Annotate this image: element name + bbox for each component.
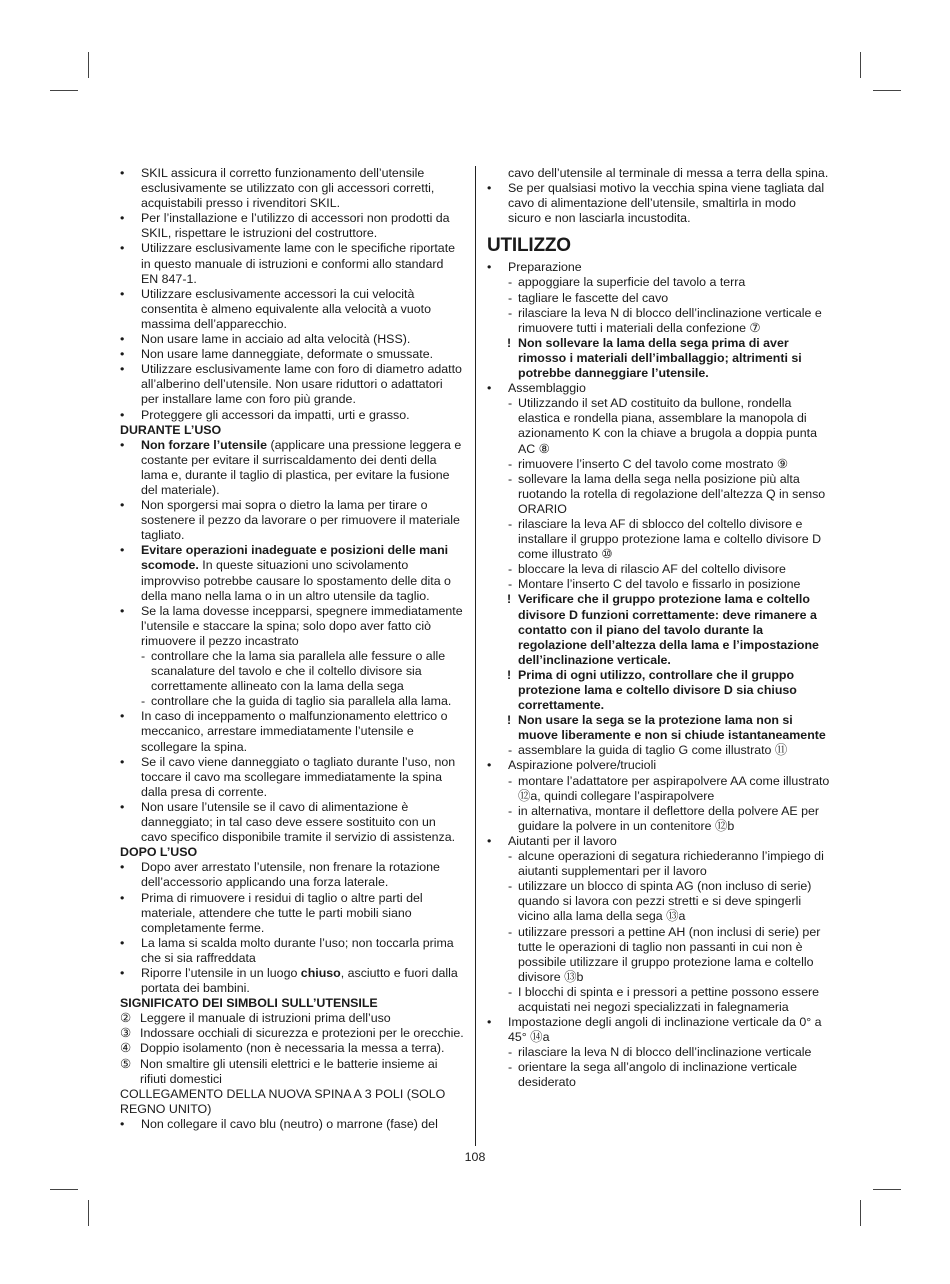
section-heading: COLLEGAMENTO DELLA NUOVA SPINA A 3 POLI (SOLO REGNO UNITO) xyxy=(120,1086,446,1116)
crop-mark xyxy=(873,1189,901,1190)
warning: ! Non usare la sega se la protezione lama non si muove liberamente e non si chiude istantaneamente xyxy=(487,713,832,743)
list-item: • Se la lama dovesse incepparsi, spegnere immediatamente l’utensile e staccare la spina; solo dopo aver fatto ciò rimuovere il pezzo incastrato xyxy=(120,604,464,649)
text: , asciutto e fuori dalla portata dei bambini. xyxy=(141,965,458,996)
crop-mark xyxy=(88,1200,89,1226)
list-item: • Utilizzare esclusivamente accessori la cui velocità consentita è almeno equivalente alla velocità a vuoto massima dell’apparecchio. xyxy=(120,287,464,332)
list-item: • Se il cavo viene danneggiato o tagliato durante l’uso, non toccare il cavo ma scollegare immediatamente la spina dalla presa di corrente. xyxy=(120,755,464,800)
list-item: • Assemblaggio xyxy=(487,381,832,396)
page-number: 108 xyxy=(464,1150,486,1164)
list-item: • Non usare lame in acciaio ad alta velocità (HSS). xyxy=(120,332,464,347)
sub-item: - controllare che la guida di taglio sia parallela alla lama. xyxy=(120,694,464,709)
sub-item: - appoggiare la superficie del tavolo a terra xyxy=(487,275,832,290)
list-item: • Se per qualsiasi motivo la vecchia spina viene tagliata dal cavo di alimentazione dell’utensile, smaltirla in modo sicuro e non lasciarla incustodita. xyxy=(487,181,832,226)
warning: ! Prima di ogni utilizzo, controllare che il gruppo protezione lama e coltello divisore D sia chiuso correttamente. xyxy=(487,668,832,713)
section-heading: DOPO L’USO xyxy=(120,845,198,860)
sub-item: - bloccare la leva di rilascio AF del coltello divisore xyxy=(487,562,832,577)
list-item: • Utilizzare esclusivamente lame con le specifiche riportate in questo manuale di istruzioni e conformi allo standard EN 847-1. xyxy=(120,241,464,286)
sub-item: - rilasciare la leva AF di sblocco del coltello divisore e installare il gruppo protezione lama e coltello divisore D come illustrato ⑩ xyxy=(487,517,832,562)
list-item xyxy=(120,966,464,996)
column-divider xyxy=(475,166,476,1146)
crop-mark xyxy=(50,90,78,91)
sub-item: - orientare la sega all’angolo di inclinazione verticale desiderato xyxy=(487,1060,832,1090)
list-item: • SKIL assicura il corretto funzionamento dell’utensile esclusivamente se utilizzato con gli accessori corretti, acquistabili presso i rivenditori SKIL. xyxy=(120,166,464,211)
page-section-title: UTILIZZO xyxy=(487,235,571,257)
list-item: • Non usare l’utensile se il cavo di alimentazione è danneggiato; in tal caso deve essere sostituito con un cavo specifico disponibile tramite il servizio di assistenza. xyxy=(120,800,464,845)
text: (applicare una pressione leggera e costante per evitare il surriscaldamento dei denti della lama e, durante il taglio di plastica, per evitare la fusione del materiale). xyxy=(141,437,462,497)
list-item: • La lama si scalda molto durante l’uso; non toccarla prima che si sia raffreddata xyxy=(120,936,464,966)
symbol-item xyxy=(120,1011,464,1026)
list-item: • Utilizzare esclusivamente lame con foro di diametro adatto all’alberino dell’utensile. Non usare riduttori o adattatori per installare lame con foro più grande. xyxy=(120,362,464,407)
sub-item: - montare l’adattatore per aspirapolvere AA come illustrato ⑫a, quindi collegare l’aspirapolvere xyxy=(487,774,832,804)
sub-item: - assemblare la guida di taglio G come illustrato ⑪ xyxy=(487,743,832,758)
symbol-text: Indossare occhiali di sicurezza e protezioni per le orecchie. xyxy=(140,1026,464,1041)
symbol-item xyxy=(120,1026,464,1041)
list-item-continued: cavo dell’utensile al terminale di messa a terra della spina. xyxy=(508,166,829,180)
warning: ! Non sollevare la lama della sega prima di aver rimosso i materiali dell’imballaggio; altrimenti si potrebbe danneggiare l’utensile. xyxy=(487,336,832,381)
symbol-text: Doppio isolamento (non è necessaria la messa a terra). xyxy=(140,1041,445,1056)
sub-item: - sollevare la lama della sega nella posizione più alta ruotando la rotella di regolazione dell’altezza Q in senso ORARIO xyxy=(487,472,832,517)
symbol-number: ⑤ xyxy=(120,1056,132,1071)
list-item: • Aiutanti per il lavoro xyxy=(487,834,832,849)
symbol-number: ④ xyxy=(120,1041,132,1056)
sub-item: - in alternativa, montare il deflettore della polvere AE per guidare la polvere in un contenitore ⑫b xyxy=(487,804,832,834)
right-column xyxy=(487,166,832,1091)
sub-item: - Utilizzando il set AD costituito da bullone, rondella elastica e rondella piana, assemblare la manopola di azionamento K con la chiave a brugola a doppia punta AC ⑧ xyxy=(487,396,832,456)
sub-item: - alcune operazioni di segatura richiederanno l’impiego di aiutanti supplementari per il lavoro xyxy=(487,849,832,879)
sub-item: - tagliare le fascette del cavo xyxy=(487,291,832,306)
text: In queste situazioni uno scivolamento improvviso potrebbe causare lo spostamento delle dita o della mano nella lama o in un altro utensile da taglio. xyxy=(141,558,451,603)
section-heading: DURANTE L’USO xyxy=(120,422,222,437)
list-item xyxy=(120,543,464,603)
sub-item: - utilizzare un blocco di spinta AG (non incluso di serie) quando si lavora con pezzi stretti e si deve spingerli vicino alla lama della sega ⑬a xyxy=(487,879,832,924)
list-item: • Prima di rimuovere i residui di taglio o altre parti del materiale, attendere che tutte le parti mobili siano completamente ferme. xyxy=(120,891,464,936)
crop-mark xyxy=(88,52,89,78)
sub-item: - utilizzare pressori a pettine AH (non inclusi di serie) per tutte le operazioni di taglio non passanti in cui non è possibile utilizzare il gruppo protezione lama e coltello divisore ⑬b xyxy=(487,925,832,985)
list-item: • Non sporgersi mai sopra o dietro la lama per tirare o sostenere il pezzo da lavorare o per rimuovere il materiale tagliato. xyxy=(120,498,464,543)
section-heading: SIGNIFICATO DEI SIMBOLI SULL’UTENSILE xyxy=(120,996,378,1011)
list-item xyxy=(120,438,464,498)
symbol-text: Leggere il manuale di istruzioni prima dell’uso xyxy=(140,1011,391,1026)
list-item: • Per l’installazione e l’utilizzo di accessori non prodotti da SKIL, rispettare le istruzioni del costruttore. xyxy=(120,211,464,241)
list-item: • Non usare lame danneggiate, deformate o smussate. xyxy=(120,347,464,362)
left-column xyxy=(120,166,464,1132)
list-item: • Aspirazione polvere/trucioli xyxy=(487,758,832,773)
symbol-number: ② xyxy=(120,1011,132,1026)
list-item: • Impostazione degli angoli di inclinazione verticale da 0° a 45° ⑭a xyxy=(487,1015,832,1045)
bold-text: Evitare operazioni inadeguate e posizioni delle mani scomode. xyxy=(141,543,449,573)
list-item: • Non collegare il cavo blu (neutro) o marrone (fase) del xyxy=(120,1117,464,1132)
bold-text: Non forzare l’utensile xyxy=(141,437,267,452)
crop-mark xyxy=(873,90,901,91)
list-item: • In caso di inceppamento o malfunzionamento elettrico o meccanico, arrestare immediatamente l’utensile e scollegare la spina. xyxy=(120,709,464,754)
symbol-number: ③ xyxy=(120,1026,132,1041)
crop-mark xyxy=(50,1189,78,1190)
crop-mark xyxy=(860,1200,861,1226)
sub-item: - rilasciare la leva N di blocco dell’inclinazione verticale xyxy=(487,1045,832,1060)
bold-text: chiuso xyxy=(300,965,341,980)
symbol-text: Non smaltire gli utensili elettrici e le batterie insieme ai rifiuti domestici xyxy=(140,1056,438,1086)
list-item: • Dopo aver arrestato l’utensile, non frenare la rotazione dell’accessorio applicando una forza laterale. xyxy=(120,860,464,890)
crop-mark xyxy=(860,52,861,78)
list-item: • Preparazione xyxy=(487,260,832,275)
warning: ! Verificare che il gruppo protezione lama e coltello divisore D funzioni correttamente: deve rimanere a contatto con il piano del tavolo durante la regolazione dell’altezza della lama e l’impostazione dell’inclinazione verticale. xyxy=(487,592,832,667)
sub-item: - rilasciare la leva N di blocco dell’inclinazione verticale e rimuovere tutti i materiali della confezione ⑦ xyxy=(487,306,832,336)
sub-item: - controllare che la lama sia parallela alle fessure o alle scanalature del tavolo e che il coltello divisore sia correttamente allineato con la lama della sega xyxy=(120,649,464,694)
text: Riporre l’utensile in un luogo xyxy=(141,965,301,980)
sub-item: - Montare l’inserto C del tavolo e fissarlo in posizione xyxy=(487,577,832,592)
symbol-item xyxy=(120,1041,464,1056)
sub-item: - rimuovere l’inserto C del tavolo come mostrato ⑨ xyxy=(487,457,832,472)
sub-item: - I blocchi di spinta e i pressori a pettine possono essere acquistati nei negozi specializzati in falegnameria xyxy=(487,985,832,1015)
list-item: • Proteggere gli accessori da impatti, urti e grasso. xyxy=(120,408,464,423)
symbol-item xyxy=(120,1057,464,1087)
